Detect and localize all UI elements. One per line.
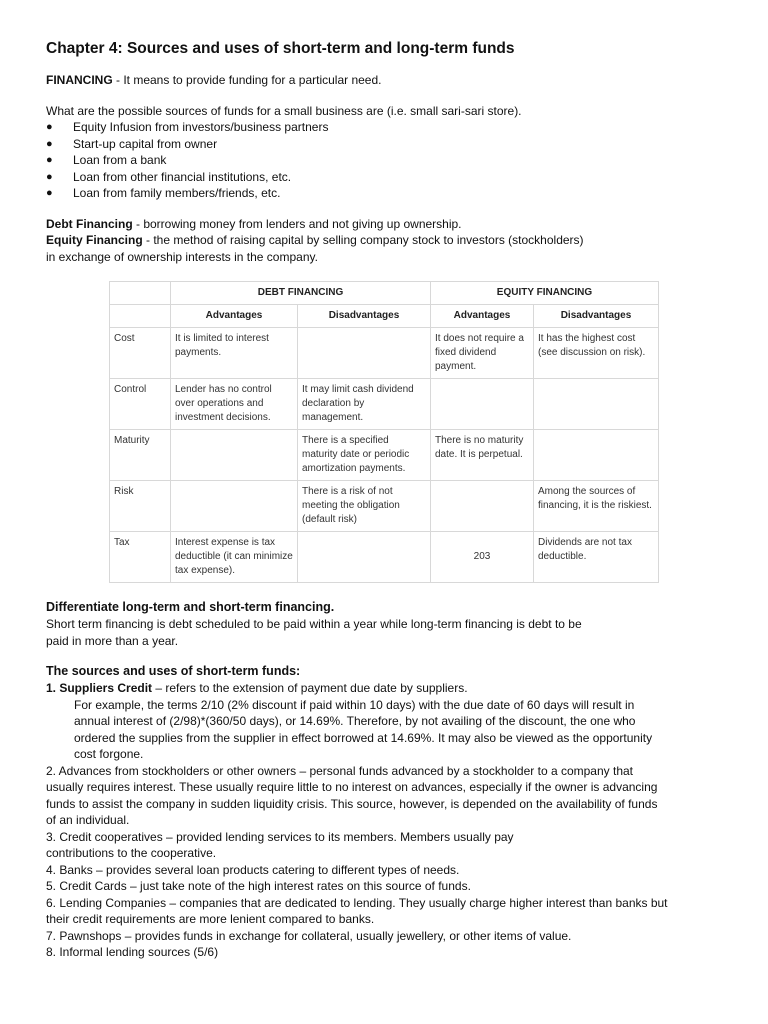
financing-comparison-table xyxy=(109,281,659,583)
row-label: Risk xyxy=(110,481,171,532)
list-item: ● Loan from a bank xyxy=(46,152,736,169)
list-item: 6. Lending Companies – companies that are dedicated to lending. They usually charge higher interest than banks but xyxy=(46,895,668,910)
row-label: Cost xyxy=(110,328,171,379)
table-cell: Lender has no control over operations and investment decisions. xyxy=(171,379,298,430)
table-row xyxy=(110,328,659,379)
column-header: Disadvantages xyxy=(534,305,659,328)
differentiate-text-cont: paid in more than a year. xyxy=(46,633,179,648)
equity-financing-definition xyxy=(46,232,736,249)
table-corner-cell xyxy=(110,305,171,328)
row-label: Control xyxy=(110,379,171,430)
item-text: – refers to the extension of payment due date by suppliers. xyxy=(152,681,468,695)
chapter-title: Chapter 4: Sources and uses of short-term and long-term funds xyxy=(46,40,515,57)
equity-financing-term: Equity Financing xyxy=(46,233,143,247)
debt-financing-term: Debt Financing xyxy=(46,216,133,231)
table-cell xyxy=(171,430,298,481)
list-item: funds to assist the company in sudden liquidity crisis. This source, however, is depended on the availability of funds xyxy=(46,796,658,811)
differentiate-text: Short term financing is debt scheduled to be paid within a year while long-term financing is debt to be xyxy=(46,617,582,631)
row-label: Tax xyxy=(110,532,171,583)
column-header: Advantages xyxy=(431,305,534,328)
spacer xyxy=(46,649,736,663)
table-cell: It is limited to interest payments. xyxy=(171,328,298,379)
list-item xyxy=(46,680,736,697)
list-item: 3. Credit cooperatives – provided lending services to its members. Members usually pay xyxy=(46,829,514,844)
table-cell: It may limit cash dividend declaration by management. xyxy=(298,379,431,430)
short-term-sources-heading: The sources and uses of short-term funds: xyxy=(46,664,301,678)
spacer xyxy=(46,89,736,103)
table-cell: It has the highest cost (see discussion on risk). xyxy=(534,328,659,379)
table-cell xyxy=(298,532,431,583)
list-item: 2. Advances from stockholders or other owners – personal funds advanced by a stockholder to a company that xyxy=(46,763,633,778)
sources-question: What are the possible sources of funds for a small business are (i.e. small sari-sari store). xyxy=(46,103,522,118)
list-item: usually requires interest. These usually require little to no interest on advances, especially if the owner is advancing xyxy=(46,780,658,794)
list-item: ● Loan from other financial institutions, etc. xyxy=(46,169,736,186)
list-item: of an individual. xyxy=(46,813,130,827)
table-cell: Among the sources of financing, it is the riskiest. xyxy=(534,481,659,532)
sources-list xyxy=(46,119,736,202)
differentiate-heading: Differentiate long-term and short-term financing. xyxy=(46,600,335,614)
table-cell: There is no maturity date. It is perpetual. xyxy=(431,430,534,481)
column-header: Disadvantages xyxy=(298,305,431,328)
column-header: Advantages xyxy=(171,305,298,328)
table-cell xyxy=(298,328,431,379)
table-cell xyxy=(431,481,534,532)
list-item-example: cost forgone. xyxy=(74,747,144,761)
list-item: 7. Pawnshops – provides funds in exchange for collateral, usually jewellery, or other items of value. xyxy=(46,928,572,943)
equity-financing-text: - the method of raising capital by selling company stock to investors (stockholders) xyxy=(142,233,584,247)
debt-financing-header: DEBT FINANCING xyxy=(171,282,431,305)
list-item: 4. Banks – provides several loan products catering to different types of needs. xyxy=(46,862,460,877)
financing-term: FINANCING xyxy=(46,73,113,87)
list-item: 5. Credit Cards – just take note of the high interest rates on this source of funds. xyxy=(46,879,471,893)
list-item: ● Loan from family members/friends, etc. xyxy=(46,185,736,202)
spacer xyxy=(46,583,736,599)
list-item: ● Equity Infusion from investors/business partners xyxy=(46,119,736,136)
table-cell: There is a risk of not meeting the obligation (default risk) xyxy=(298,481,431,532)
debt-financing-text: - borrowing money from lenders and not giving up ownership. xyxy=(132,216,462,231)
table-row xyxy=(110,430,659,481)
table-cell: Dividends are not tax deductible. xyxy=(534,532,659,583)
table-cell xyxy=(534,379,659,430)
list-item-example: For example, the terms 2/10 (2% discount if paid within 10 days) with the due date of 60 days will result in xyxy=(74,697,635,712)
list-item: 8. Informal lending sources (5/6) xyxy=(46,945,219,959)
table-cell xyxy=(431,379,534,430)
page-number-cell: 203 xyxy=(431,532,534,583)
equity-financing-definition-cont: in exchange of ownership interests in the company. xyxy=(46,249,318,264)
equity-financing-header: EQUITY FINANCING xyxy=(431,282,659,305)
table-row xyxy=(110,532,659,583)
financing-definition xyxy=(46,72,736,89)
debt-financing-definition xyxy=(46,216,736,233)
short-term-sources-list xyxy=(46,680,736,961)
table-row xyxy=(110,379,659,430)
list-item-example: annual interest of (2/98)*(360/50 days), or 14.69%. Therefore, by not availing of the discount, the one who xyxy=(74,714,636,728)
financing-text: - It means to provide funding for a particular need. xyxy=(112,73,382,87)
table-cell xyxy=(171,481,298,532)
table-row xyxy=(110,481,659,532)
list-item-example: ordered the supplies from the supplier in effect borrowed at 14.69%. It may also be viewed as the opportunity xyxy=(74,730,653,745)
table-cell: Interest expense is tax deductible (it can minimize tax expense). xyxy=(171,532,298,583)
list-item: ● Start-up capital from owner xyxy=(46,136,736,153)
spacer xyxy=(46,202,736,216)
row-label: Maturity xyxy=(110,430,171,481)
list-item: contributions to the cooperative. xyxy=(46,846,217,860)
document-page xyxy=(46,40,736,961)
table-cell: It does not require a fixed dividend payment. xyxy=(431,328,534,379)
item-title: 1. Suppliers Credit xyxy=(46,681,153,695)
table-corner-cell xyxy=(110,282,171,305)
list-item: their credit requirements are more lenient compared to banks. xyxy=(46,912,375,926)
table-cell xyxy=(534,430,659,481)
table-cell: There is a specified maturity date or periodic amortization payments. xyxy=(298,430,431,481)
